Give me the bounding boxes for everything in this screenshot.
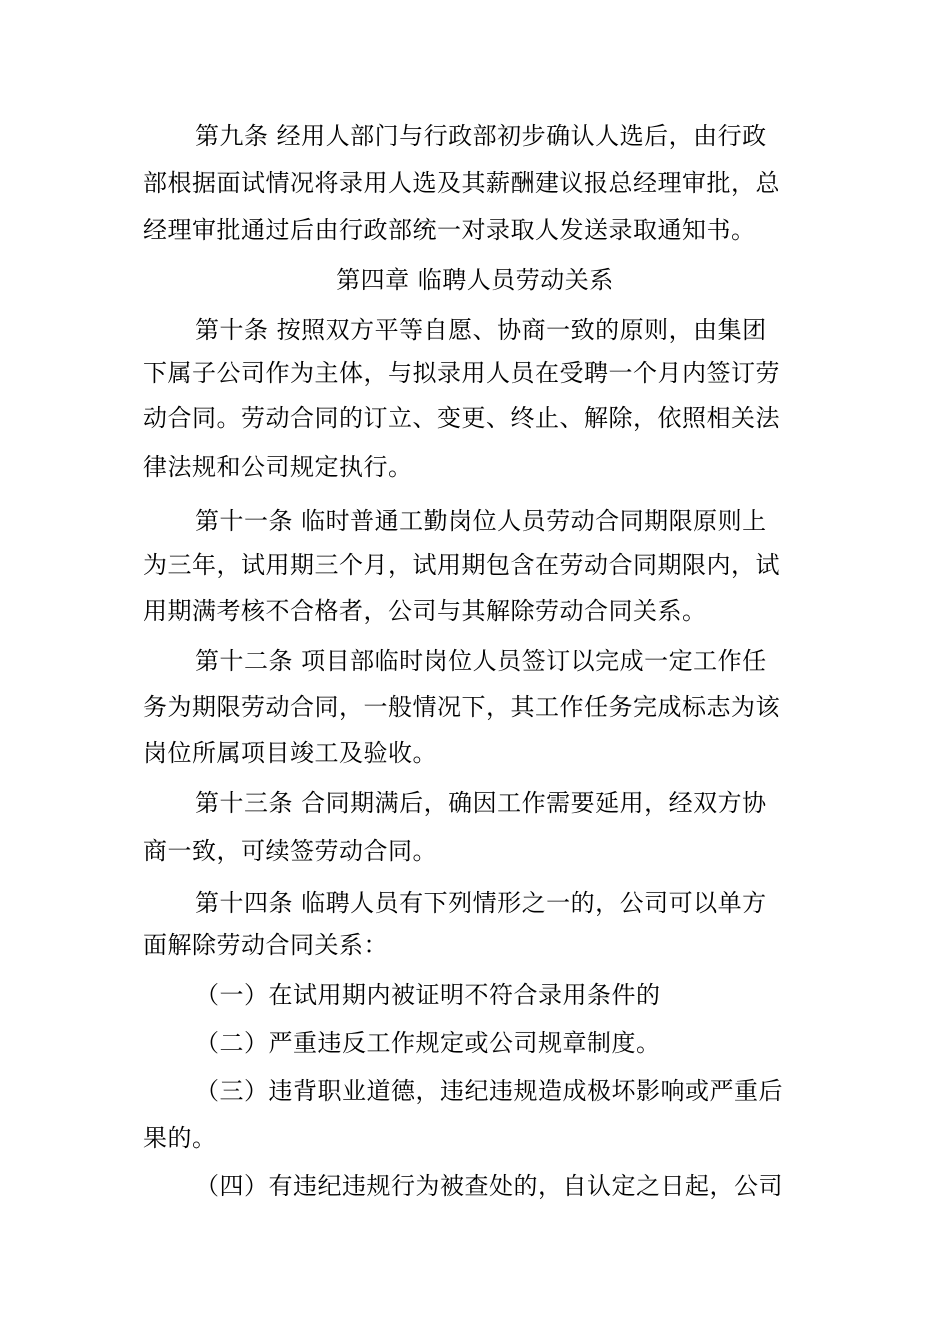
article-10-line-2: 下属子公司作为主体，与拟录用人员在受聘一个月内签订劳	[143, 359, 780, 387]
article-13-line-2: 商一致，可续签劳动合同。	[143, 837, 437, 865]
article-13-line-1: 第十三条 合同期满后，确因工作需要延用，经双方协	[195, 789, 767, 817]
article-9-line-3: 经理审批通过后由行政部统一对录取人发送录取通知书。	[143, 216, 756, 244]
chapter-4-heading: 第四章 临聘人员劳动关系	[336, 266, 614, 294]
clause-4-line-1: （四）有违纪违规行为被查处的，自认定之日起，公司	[195, 1172, 783, 1200]
article-11-line-3: 用期满考核不合格者，公司与其解除劳动合同关系。	[143, 597, 707, 625]
clause-3-line-1: （三）违背职业道德，违纪违规造成极坏影响或严重后	[195, 1077, 783, 1105]
article-9-line-2: 部根据面试情况将录用人选及其薪酬建议报总经理审批，总	[143, 169, 780, 197]
article-10-line-1: 第十条 按照双方平等自愿、协商一致的原则，由集团	[195, 316, 767, 344]
article-10-line-3: 动合同。劳动合同的订立、变更、终止、解除，依照相关法	[143, 404, 780, 432]
article-11-line-1: 第十一条 临时普通工勤岗位人员劳动合同期限原则上	[195, 507, 767, 535]
article-11-line-2: 为三年，试用期三个月，试用期包含在劳动合同期限内，试	[143, 551, 780, 579]
article-12-line-3: 岗位所属项目竣工及验收。	[143, 739, 437, 767]
clause-3-line-2: 果的。	[143, 1124, 217, 1152]
clause-1: （一）在试用期内被证明不符合录用条件的	[195, 981, 661, 1009]
article-14-line-2: 面解除劳动合同关系：	[143, 931, 388, 959]
article-12-line-2: 务为期限劳动合同，一般情况下，其工作任务完成标志为该	[143, 693, 780, 721]
article-9-line-1: 第九条 经用人部门与行政部初步确认人选后，由行政	[195, 122, 767, 150]
article-14-line-1: 第十四条 临聘人员有下列情形之一的，公司可以单方	[195, 889, 767, 917]
article-10-line-4: 律法规和公司规定执行。	[143, 453, 413, 481]
clause-2: （二）严重违反工作规定或公司规章制度。	[195, 1029, 661, 1057]
article-12-line-1: 第十二条 项目部临时岗位人员签订以完成一定工作任	[195, 647, 767, 675]
